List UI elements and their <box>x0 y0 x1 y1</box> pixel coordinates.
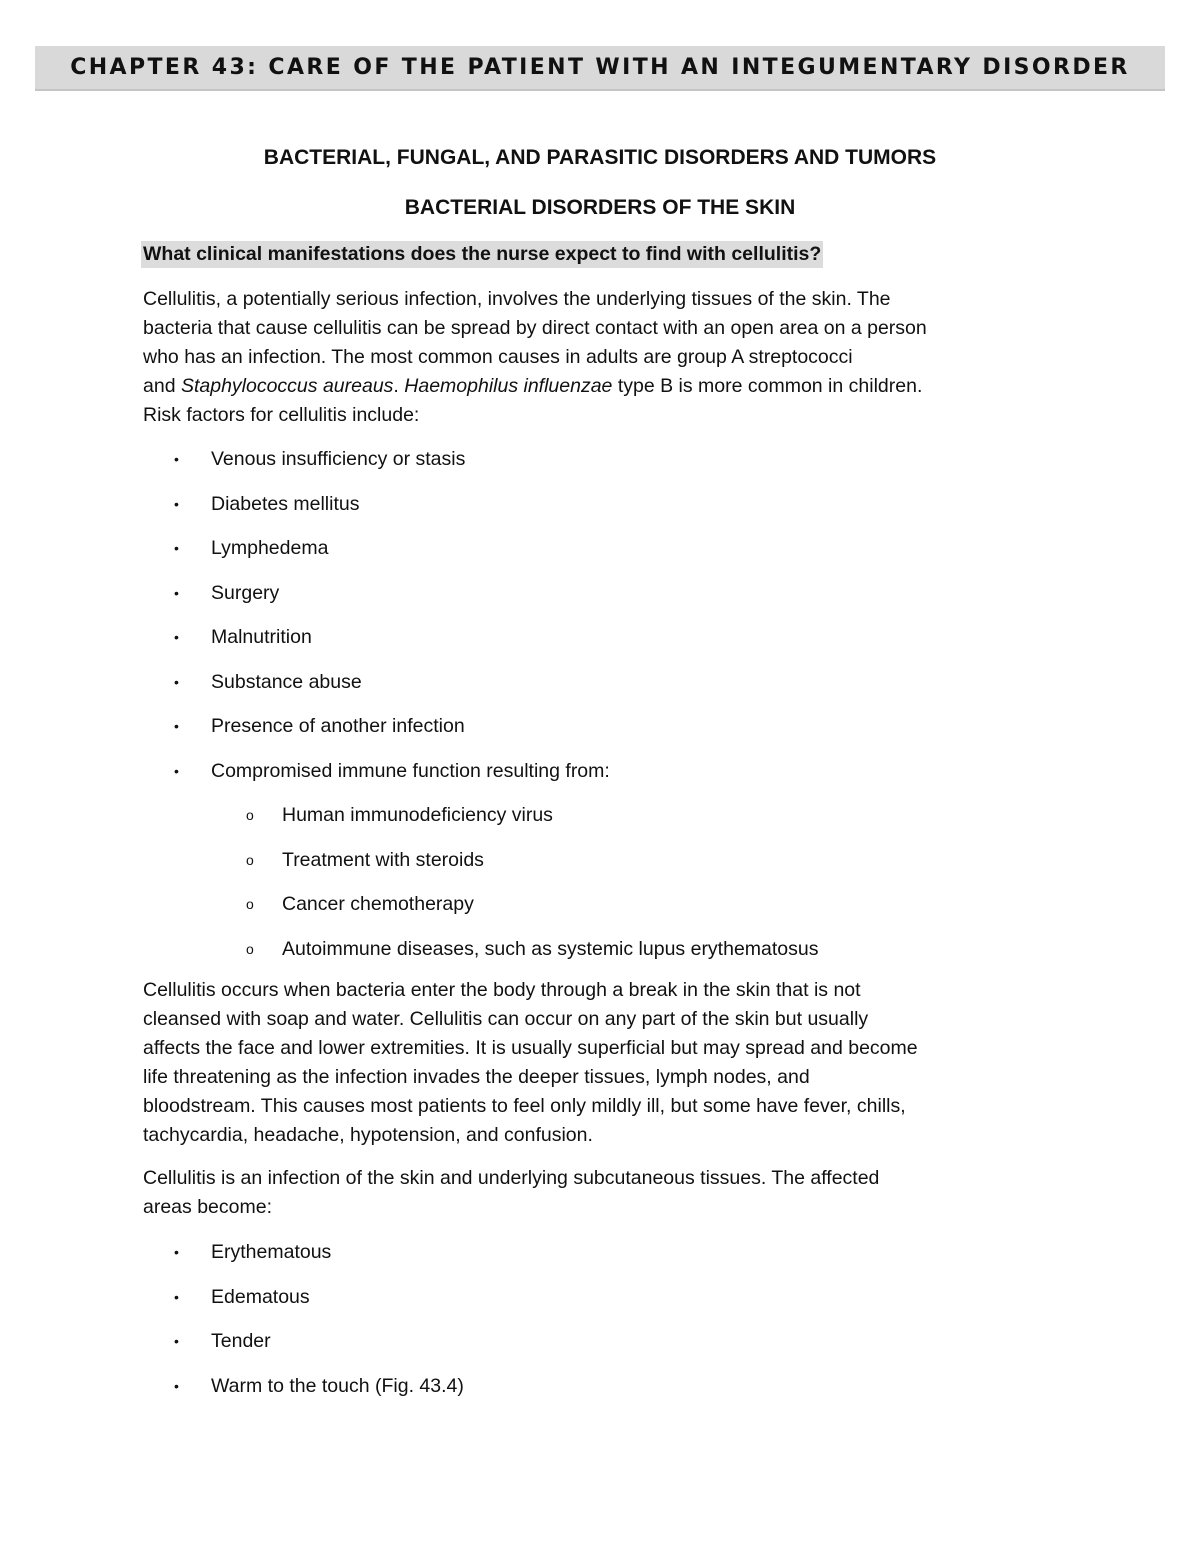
bullet-icon: • <box>174 718 179 734</box>
paragraph-affected-areas <box>143 1164 1143 1222</box>
paragraph-line: cleansed with soap and water. Cellulitis can occur on any part of the skin but usually <box>143 1008 869 1030</box>
subsection-heading: BACTERIAL DISORDERS OF THE SKIN <box>404 196 796 219</box>
paragraph-line: affects the face and lower extremities. It is usually superficial but may spread and become <box>143 1037 918 1059</box>
paragraph-line: Cellulitis occurs when bacteria enter the body through a break in the skin that is not <box>143 979 861 1001</box>
list-item-text: Tender <box>211 1330 271 1352</box>
list-item-text: Compromised immune function resulting from: <box>211 759 610 782</box>
paragraph-line <box>143 372 1143 401</box>
list-item-text: Lymphedema <box>211 537 329 559</box>
list-item-text: Autoimmune diseases, such as systemic lupus erythematosus <box>282 937 819 960</box>
paragraph-line: bloodstream. This causes most patients to feel only mildly ill, but some have fever, chills, <box>143 1095 906 1117</box>
list-item-text: Diabetes mellitus <box>211 492 360 515</box>
circle-bullet-icon: o <box>246 896 254 912</box>
list-item-text: Erythematous <box>211 1241 332 1263</box>
paragraph-intro <box>143 285 1143 430</box>
chapter-title: CHAPTER 43: CARE OF THE PATIENT WITH AN INTEGUMENTARY DISORDER <box>70 55 1130 80</box>
list-item-text: Cancer chemotherapy <box>282 893 474 915</box>
circle-bullet-icon: o <box>246 940 254 957</box>
paragraph-line: who has an infection. The most common causes in adults are group A streptococci <box>143 346 853 368</box>
bullet-icon: • <box>174 762 179 779</box>
list-item-text: Presence of another infection <box>211 715 465 737</box>
list-item <box>0 445 1200 490</box>
list-item <box>0 757 1200 802</box>
list-item <box>0 1327 1200 1372</box>
circle-bullet-icon: o <box>246 851 254 868</box>
list-item-text: Warm to the touch (Fig. 43.4) <box>211 1374 464 1397</box>
list-item-text: Substance abuse <box>211 670 362 693</box>
bullet-icon: • <box>174 451 179 467</box>
bullet-icon: • <box>174 673 179 690</box>
circle-bullet-icon: o <box>246 807 254 823</box>
list-item <box>0 668 1200 713</box>
paragraph-line: areas become: <box>143 1196 272 1218</box>
text-fragment: and <box>143 375 181 397</box>
affected-areas-list <box>0 1238 1200 1416</box>
sub-list-item <box>0 846 1200 891</box>
bullet-icon: • <box>174 584 179 601</box>
question-highlight: What clinical manifestations does the nurse expect to find with cellulitis? <box>141 241 823 268</box>
bullet-icon: • <box>174 1333 179 1349</box>
text-fragment: type B is more common in children. <box>612 375 923 397</box>
bullet-icon: • <box>174 1377 179 1394</box>
list-item-text: Venous insufficiency or stasis <box>211 448 466 470</box>
bullet-icon: • <box>174 495 179 512</box>
text-fragment: . <box>393 375 405 397</box>
list-item-text: Malnutrition <box>211 626 312 648</box>
list-item-text: Surgery <box>211 581 280 604</box>
chapter-banner <box>35 46 1165 91</box>
bullet-icon: • <box>174 1244 179 1260</box>
list-item <box>0 1283 1200 1328</box>
list-item-text: Human immunodeficiency virus <box>282 804 553 826</box>
paragraph-line: Risk factors for cellulitis include: <box>143 404 420 426</box>
bullet-icon: • <box>174 540 179 556</box>
sub-list-item <box>0 935 1200 980</box>
list-item <box>0 712 1200 757</box>
list-item <box>0 1372 1200 1417</box>
sub-list-item <box>0 801 1200 846</box>
paragraph-line: Cellulitis, a potentially serious infection, involves the underlying tissues of the skin. The <box>143 288 891 310</box>
list-item <box>0 579 1200 624</box>
list-item <box>0 534 1200 579</box>
list-item-text: Edematous <box>211 1285 310 1308</box>
paragraph-line: tachycardia, headache, hypotension, and confusion. <box>143 1124 593 1146</box>
list-item <box>0 490 1200 535</box>
organism-name: Staphylococcus aureaus <box>180 375 394 397</box>
list-item <box>0 623 1200 668</box>
paragraph-line: bacteria that cause cellulitis can be spread by direct contact with an open area on a person <box>143 317 927 339</box>
sub-list-item <box>0 890 1200 935</box>
list-item-text: Treatment with steroids <box>282 848 484 871</box>
organism-name: Haemophilus influenzae <box>404 375 613 397</box>
bullet-icon: • <box>174 1288 179 1305</box>
paragraph-line: life threatening as the infection invades the deeper tissues, lymph nodes, and <box>143 1066 810 1088</box>
section-heading: BACTERIAL, FUNGAL, AND PARASITIC DISORDERS AND TUMORS <box>263 146 937 169</box>
risk-factor-list <box>0 445 1200 979</box>
bullet-icon: • <box>174 629 179 645</box>
paragraph-line: Cellulitis is an infection of the skin and underlying subcutaneous tissues. The affected <box>143 1167 880 1189</box>
list-item <box>0 1238 1200 1283</box>
paragraph-pathophysiology <box>143 976 1143 1150</box>
